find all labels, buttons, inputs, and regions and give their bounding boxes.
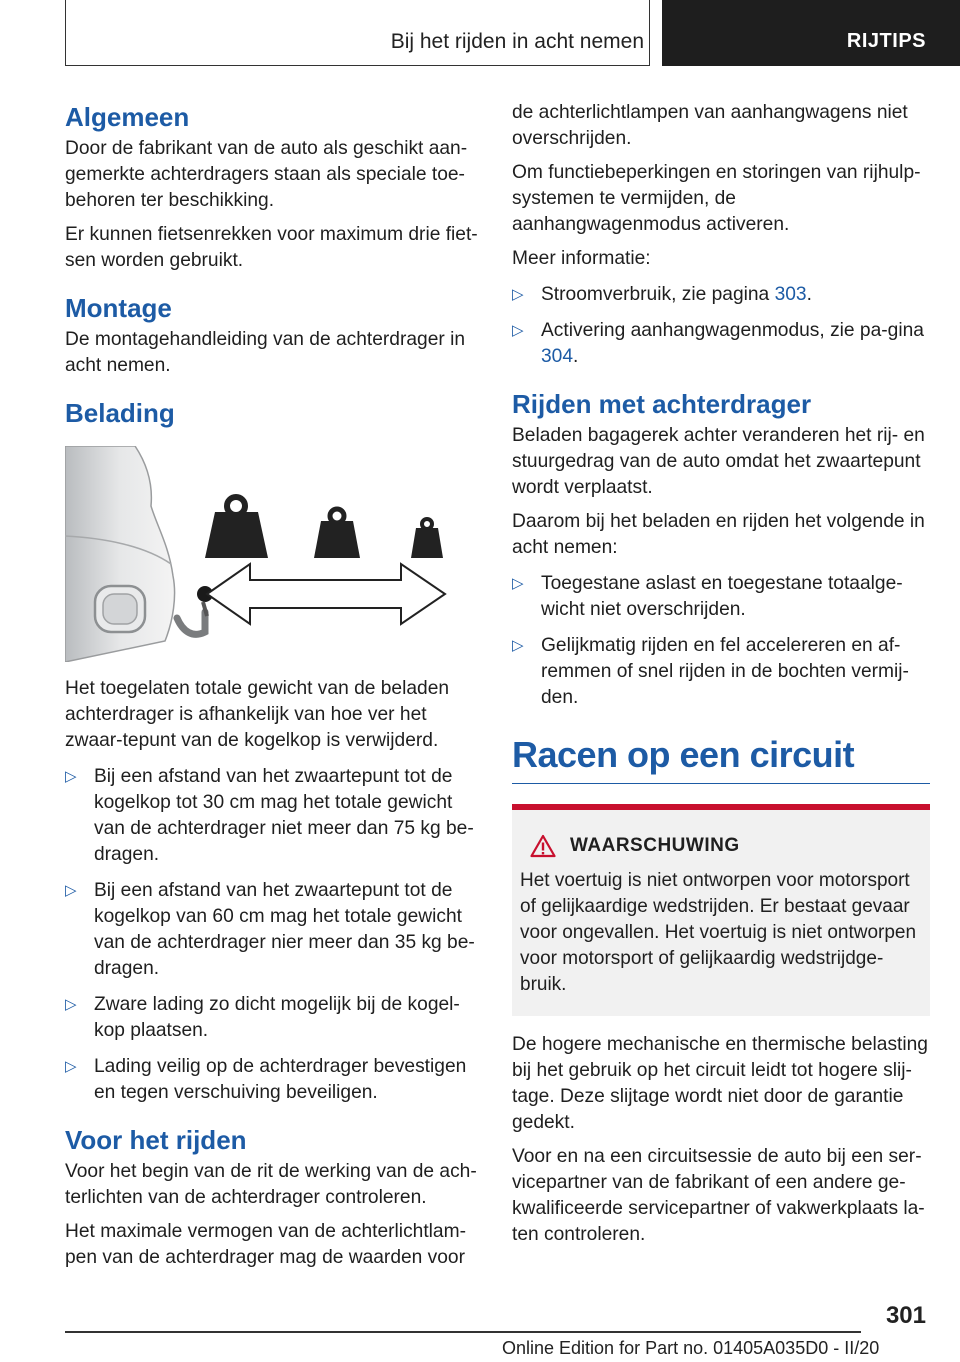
- warning-box: [512, 804, 930, 1016]
- list-item: ▷ Toegestane aslast en toegestane totaalge-wicht niet overschrijden.: [512, 573, 903, 620]
- triangle-right-outline-icon: ▷: [512, 286, 524, 303]
- rijden-paragraph-1: Beladen bagagerek achter veranderen het rij- en stuurgedrag van de auto omdat het zwaartepunt wordt verplaatst.: [512, 425, 925, 498]
- rijden-paragraph-2: Daarom bij het beladen en rijden het volgende in acht nemen:: [512, 511, 925, 558]
- rijden-bullet-list: [512, 571, 930, 711]
- page-link-304[interactable]: 304: [541, 346, 574, 367]
- list-item: ▷ Activering aanhangwagenmodus, zie pa-gina 304.: [512, 320, 924, 367]
- voor-paragraph-2: Het maximale vermogen van de achterlichtlam-pen van de achterdrager mag de waarden voor: [65, 1221, 466, 1268]
- triangle-right-outline-icon: ▷: [65, 1058, 77, 1075]
- tow-hitch-weights-illustration: [65, 446, 477, 662]
- load-distance-illustration: [65, 446, 477, 662]
- header-section-title: Bij het rijden in acht nemen: [390, 30, 644, 53]
- continued-paragraph-2: Om functiebeperkingen en storingen van rijhulp-systemen te vermijden, de aanhangwagenmodus activeren.: [512, 162, 921, 235]
- triangle-right-outline-icon: ▷: [65, 768, 77, 785]
- warning-triangle-icon: [530, 834, 556, 858]
- reference-list: [512, 282, 930, 370]
- belading-paragraph: Het toegelaten totale gewicht van de beladen achterdrager is afhankelijk van hoe ver het zwaar-tepunt van de kogelkop is verwijderd.: [65, 678, 450, 751]
- heading-algemeen: Algemeen: [65, 102, 190, 132]
- list-item: ▷ Bij een afstand van het zwaartepunt tot de kogelkop van 60 cm mag het totale gewicht van de achterdrager nier meer dan 35 kg be-dragen.: [65, 880, 475, 979]
- footer-edition-text: Online Edition for Part no. 01405A035D0 - II/20: [502, 1338, 880, 1358]
- warning-text: Het voertuig is niet ontworpen voor motorsport of gelijkaardige wedstrijden. Er bestaat gevaar voor ongevallen. Het voertuig is niet ontworpen voor motorsport of gelijkaardig wedstrijdge-bruik.: [520, 870, 917, 995]
- triangle-right-outline-icon: ▷: [65, 882, 77, 899]
- footer-rule: [65, 1331, 861, 1333]
- list-item: ▷ Stroomverbruik, zie pagina 303.: [512, 282, 930, 308]
- algemeen-paragraph-2: Er kunnen fietsenrekken voor maximum drie fiet-sen worden gebruikt.: [65, 224, 478, 271]
- heading-racen-op-een-circuit: Racen op een circuit: [512, 733, 930, 784]
- racen-paragraph-1: De hogere mechanische en thermische belasting bij het gebruik op het circuit leidt tot hogere slij-tage. Deze slijtage wordt niet door de garantie gedekt.: [512, 1034, 928, 1133]
- page-number: 301: [885, 1302, 926, 1329]
- algemeen-paragraph-1: Door de fabrikant van de auto als geschikt aan-gemerkte achterdragers staan als speciale toe-behoren ter beschikking.: [65, 138, 468, 211]
- triangle-right-outline-icon: ▷: [65, 996, 77, 1013]
- heading-rijden-met-achterdrager: Rijden met achterdrager: [512, 389, 812, 419]
- list-item: ▷ Bij een afstand van het zwaartepunt tot de kogelkop tot 30 cm mag het totale gewicht van de achterdrager niet meer dan 75 kg be-dragen.: [65, 766, 474, 865]
- page-link-303[interactable]: 303: [774, 284, 807, 305]
- header-chapter-tab: [662, 0, 960, 66]
- belading-bullet-list: [65, 764, 480, 1106]
- montage-paragraph: De montagehandleiding van de achterdrager in acht nemen.: [65, 329, 466, 376]
- list-item: ▷ Gelijkmatig rijden en fel accelereren en af-remmen of snel rijden in de bochten vermij-den.: [512, 635, 909, 708]
- right-column: [512, 100, 930, 1248]
- warning-title: WAARSCHUWING: [570, 835, 740, 856]
- voor-paragraph-1: Voor het begin van de rit de werking van de ach-terlichten van de achterdrager controleren.: [65, 1161, 477, 1208]
- heading-montage: Montage: [65, 293, 172, 323]
- triangle-right-outline-icon: ▷: [512, 575, 524, 592]
- heading-belading: Belading: [65, 398, 175, 428]
- list-item: ▷ Zware lading zo dicht mogelijk bij de kogel-kop plaatsen.: [65, 994, 460, 1041]
- header-chapter-label: RIJTIPS: [846, 30, 926, 52]
- triangle-right-outline-icon: ▷: [512, 637, 524, 654]
- racen-paragraph-2: Voor en na een circuitsessie de auto bij een ser-vicepartner van de fabrikant of een andere ge-kwalificeerde servicepartner of vakwerkplaats la-ten controleren.: [512, 1146, 925, 1245]
- warning-header: [520, 834, 920, 858]
- left-column: [65, 100, 480, 1271]
- more-info-label: Meer informatie:: [512, 248, 651, 269]
- triangle-right-outline-icon: ▷: [512, 322, 524, 339]
- heading-voor-het-rijden: Voor het rijden: [65, 1125, 247, 1155]
- continued-paragraph-1: de achterlichtlampen van aanhangwagens niet overschrijden.: [512, 102, 908, 149]
- list-item: ▷ Lading veilig op de achterdrager bevestigen en tegen verschuiving beveiligen.: [65, 1056, 467, 1103]
